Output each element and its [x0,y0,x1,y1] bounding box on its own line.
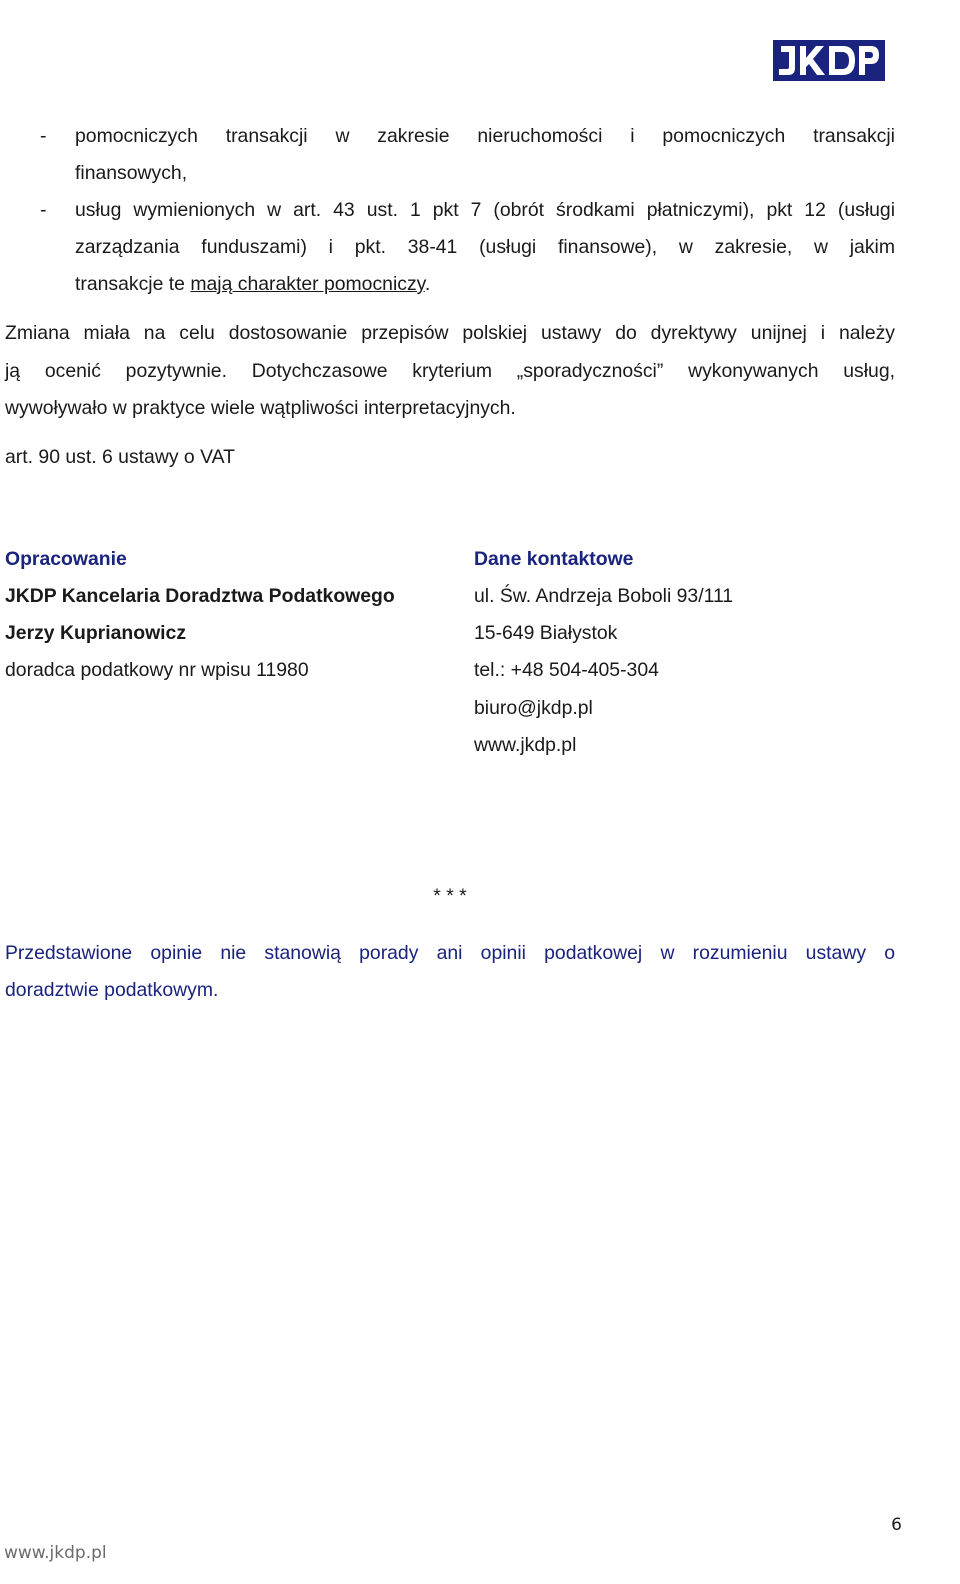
bullet-2-line-2: zarządzania funduszami) i pkt. 38-41 (usługi finansowe), w zakresie, w jakim [75,236,895,258]
bullet-marker: - [40,125,47,147]
bullet-1-line-2: finansowych, [75,162,188,184]
contact-street: ul. Św. Andrzeja Boboli 93/111 [474,585,734,607]
bullet-2-line-3 [75,266,430,303]
author-name: Jerzy Kuprianowicz [5,622,187,644]
paragraph-line-1: Zmiana miała na celu dostosowanie przepisów polskiej ustawy do dyrektywy unijnej i należy [5,322,895,344]
bullet-1-line-1: pomocniczych transakcji w zakresie nieruchomości i pomocniczych transakcji [75,125,895,147]
jkdp-logo [773,40,885,81]
contact-phone: tel.: +48 504-405-304 [474,659,659,681]
footer-url[interactable]: www.jkdp.pl [4,1543,107,1563]
author-heading: Opracowanie [5,548,127,570]
paragraph-line-2: ją ocenić pozytywnie. Dotychczasowe kryterium „sporadyczności” wykonywanych usług, [5,360,895,382]
disclaimer-line-1: Przedstawione opinie nie stanowią porady ani opinii podatkowej w rozumieniu ustawy o [5,942,895,964]
disclaimer-line-2: doradztwie podatkowym. [5,979,219,1001]
bullet-2-line-3-prefix: transakcje te [75,273,191,295]
bullet-2-line-3-suffix: . [424,273,431,295]
bullet-2-line-1: usług wymienionych w art. 43 ust. 1 pkt 7 (obrót środkami płatniczymi), pkt 12 (usługi [75,199,895,221]
section-separator: * * * [433,885,467,907]
page-number: 6 [891,1515,902,1535]
contact-city: 15-649 Białystok [474,622,618,644]
author-title: doradca podatkowy nr wpisu 11980 [5,659,309,681]
legal-reference: art. 90 ust. 6 ustawy o VAT [5,446,235,468]
contact-website[interactable]: www.jkdp.pl [474,734,577,756]
author-company: JKDP Kancelaria Doradztwa Podatkowego [5,585,395,607]
contact-email[interactable]: biuro@jkdp.pl [474,697,593,719]
paragraph-line-3: wywoływało w praktyce wiele wątpliwości interpretacyjnych. [5,397,516,419]
bullet-marker: - [40,199,47,221]
bullet-2-underlined-phrase: mają charakter pomocniczy [190,273,425,295]
contact-heading: Dane kontaktowe [474,548,634,570]
